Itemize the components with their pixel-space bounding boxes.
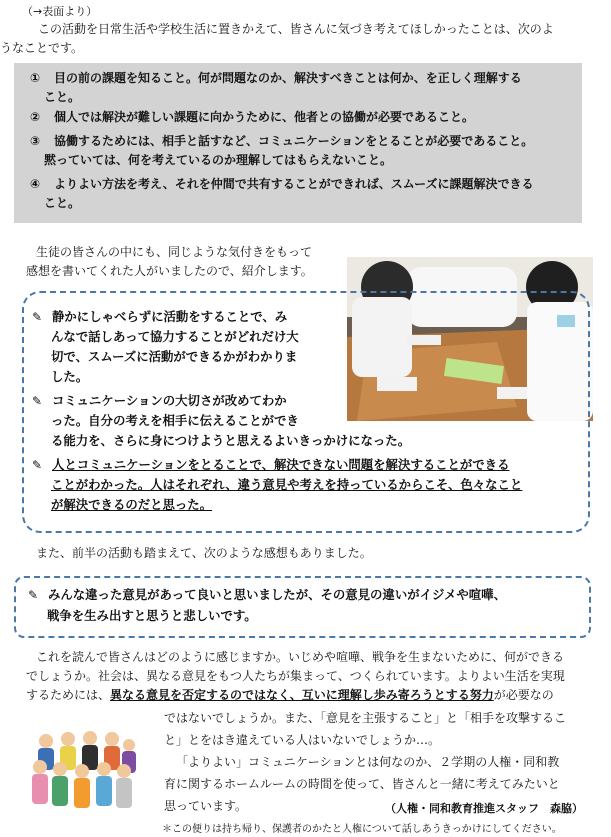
header-note: （→表面より） (22, 5, 98, 18)
closing-line-2: でしょうか。社会は、異なる意見をもつ人たちが集まって、つくられています。よりよい生活を実現 (26, 669, 565, 683)
point-4: ④ よりよい方法を考え、それを仲間で共有することができれば、スムーズに課題解決できる (30, 177, 534, 191)
signature: （人権・同和教育推進スタッフ 森脇） (385, 802, 583, 815)
pencil-icon: ✎ (32, 310, 43, 324)
emphasis-text: 異なる意見を否定するのではなく、互いに理解し歩み寄ろうとする努力 (110, 688, 494, 702)
comment-4-line-1: ✎ みんな違った意見があって良いと思いましたが、その意見の違いがイジメや喧嘩、 (28, 585, 506, 605)
point-3: ③ 協働するためには、相手と話すなど、コミュニケーションをとることが必要であること。 (30, 134, 534, 148)
comment-3-line-2: ことがわかった。人はそれぞれ、違う意見や考えを持っているからこそ、色々なこと (51, 477, 523, 492)
closing-line-6: 「よりよい」コミュニケーションとは何なのか、２学期の人権・同和教 (176, 755, 560, 769)
point-1-cont: こと。 (44, 90, 81, 104)
comment-1-line-2: んなで話しあって協力することがどれだけ大 (51, 329, 299, 344)
closing-line-8: 思っています。 (164, 799, 248, 813)
comment-1-line-3: 切で、スムーズに活動ができるかがわかりま (51, 349, 298, 364)
closing-line-3: するためには、異なる意見を否定するのではなく、互いに理解し歩み寄ろうとする努力が必要なの (26, 688, 554, 702)
student-comments-bubble (22, 291, 590, 533)
footer-note: ＊この便りは持ち帰り、保護者のかたと人権について話しあうきっかけにしてください。 (162, 824, 562, 835)
closing-line-1: これを読んで皆さんはどのように感じますか。いじめや喧嘩、戦争を生まないために、何ができる (36, 650, 565, 664)
comment-1-line-4: した。 (51, 369, 89, 384)
additional-comment-bubble (14, 576, 591, 638)
pencil-icon: ✎ (32, 394, 43, 408)
people-illustration-svg (28, 727, 140, 815)
point-3-cont: 黙っていては、何を考えているのか理解してはもらえないこと。 (44, 153, 393, 167)
point-1: ① 目の前の課題を知ること。何が問題なのか、解決すべきことは何か、を正しく理解する (30, 71, 522, 85)
people-illustration (28, 727, 140, 815)
additional-comments-intro: また、前半の活動も踏まえて、次のような感想もありました。 (36, 546, 372, 560)
key-points-box (14, 63, 582, 223)
point-2: ② 個人では解決が難しい課題に向かうために、他者との協働が必要であること。 (30, 110, 475, 124)
comment-2-line-2: った。自分の考えを相手に伝えることができ (51, 413, 299, 428)
point-4-cont: こと。 (44, 196, 81, 210)
comment-1-line-1: ✎ 静かにしゃべらずに活動をすることで、み (32, 307, 287, 327)
pencil-icon: ✎ (28, 588, 39, 602)
mid-line-2: 感想を書いてくれた人がいましたので、紹介します。 (26, 264, 313, 278)
comment-3-line-1: ✎ 人とコミュニケーションをとることで、解決できない問題を解決することができる (32, 455, 509, 475)
closing-line-7: 育に関するホームルームの時間を使って、皆さんと一緒に考えてみたいと (164, 777, 560, 791)
intro-text (0, 20, 601, 58)
intro-line-2: うなことです。 (0, 41, 84, 55)
comment-2-line-1: ✎ コミュニケーションの大切さが改めてわか (32, 391, 287, 411)
mid-line-1: 生徒の皆さんの中にも、同じような気付きをもって (36, 245, 313, 259)
comment-2-line-3: る能力を、さらに身につけようと思えるよいきっかけになった。 (51, 433, 411, 448)
pencil-icon: ✎ (32, 458, 43, 472)
intro-to-comments (26, 243, 313, 281)
closing-line-4: ではないでしょうか。また、「意見を主張すること」と「相手を攻撃するこ (164, 711, 567, 725)
comment-3-line-3: が解決できるのだと思った。 (51, 497, 213, 512)
comment-4-line-2: 戦争を生み出すと思うと悲しいです。 (47, 608, 257, 623)
closing-line-5: と」とをはき違えている人はいないでしょうか…。 (164, 733, 441, 747)
intro-line-1: この活動を日常生活や学校生活に置きかえて、皆さんに気づき考えてほしかったことは、次のよ (38, 22, 554, 36)
